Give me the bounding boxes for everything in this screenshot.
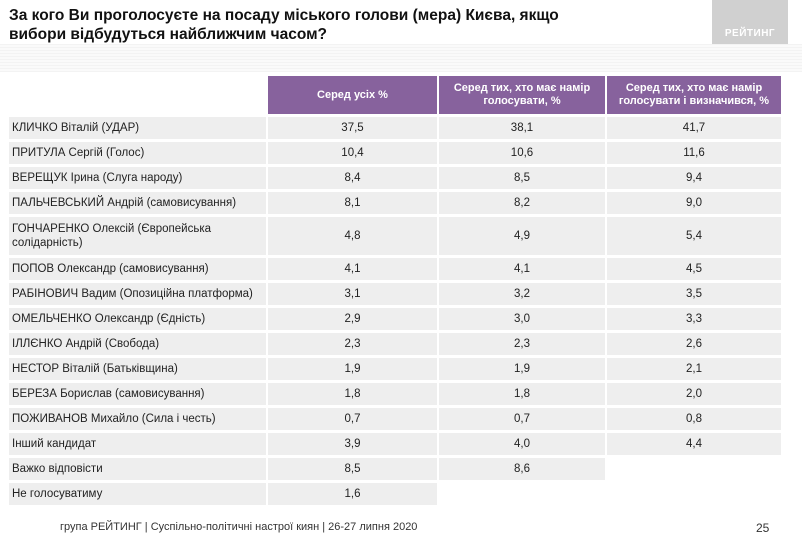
value-cell: 1,9 (266, 358, 437, 380)
candidate-name: КЛИЧКО Віталій (УДАР) (9, 117, 266, 139)
page-title: За кого Ви проголосуєте на посаду міського голови (мера) Києва, якщо вибори відбудуться найближчим часом? (9, 7, 559, 43)
value-cell: 9,4 (605, 167, 781, 189)
value-cell: 11,6 (605, 142, 781, 164)
value-cell: 1,6 (266, 483, 437, 505)
column-header: Серед тих, хто має намір голосувати і визначився, % (605, 76, 781, 114)
table-row (9, 217, 781, 255)
table-row (9, 333, 781, 355)
table-row (9, 192, 781, 214)
value-cell: 8,2 (437, 192, 605, 214)
value-cell: 8,6 (437, 458, 605, 480)
value-cell: 2,0 (605, 383, 781, 405)
value-cell: 3,3 (605, 308, 781, 330)
value-cell: 8,5 (266, 458, 437, 480)
candidate-name: ПОПОВ Олександр (самовисування) (9, 258, 266, 280)
value-cell: 41,7 (605, 117, 781, 139)
footer-text: група РЕЙТИНГ | Суспільно-політичні настрої киян | 26-27 липня 2020 (60, 521, 418, 533)
value-cell: 4,5 (605, 258, 781, 280)
value-cell: 3,0 (437, 308, 605, 330)
table-row (9, 383, 781, 405)
page-number: 25 (756, 521, 770, 535)
value-cell: 3,2 (437, 283, 605, 305)
candidate-name: ГОНЧАРЕНКО Олексій (Європейська солідарність) (9, 217, 266, 255)
table-row (9, 483, 781, 505)
value-cell: 2,3 (437, 333, 605, 355)
candidate-name: ІЛЛЄНКО Андрій (Свобода) (9, 333, 266, 355)
table-row (9, 458, 781, 480)
value-cell: 38,1 (437, 117, 605, 139)
candidate-name: РАБІНОВИЧ Вадим (Опозиційна платформа) (9, 283, 266, 305)
value-cell: 0,8 (605, 408, 781, 430)
candidate-name: ОМЕЛЬЧЕНКО Олександр (Єдність) (9, 308, 266, 330)
table-row (9, 117, 781, 139)
value-cell: 10,4 (266, 142, 437, 164)
candidate-name: НЕСТОР Віталій (Батьківщина) (9, 358, 266, 380)
value-cell: 9,0 (605, 192, 781, 214)
table-body (9, 117, 781, 505)
decorative-band (0, 44, 802, 72)
table-row (9, 308, 781, 330)
candidate-name: Не голосуватиму (9, 483, 266, 505)
value-cell: 8,5 (437, 167, 605, 189)
value-cell: 1,9 (437, 358, 605, 380)
table-row (9, 258, 781, 280)
candidate-name: Інший кандидат (9, 433, 266, 455)
candidate-name: ПРИТУЛА Сергій (Голос) (9, 142, 266, 164)
candidate-name: ПОЖИВАНОВ Михайло (Сила і честь) (9, 408, 266, 430)
value-cell: 1,8 (437, 383, 605, 405)
candidate-name: ВЕРЕЩУК Ірина (Слуга народу) (9, 167, 266, 189)
value-cell: 4,1 (437, 258, 605, 280)
value-cell: 1,8 (266, 383, 437, 405)
value-cell: 10,6 (437, 142, 605, 164)
value-cell: 2,6 (605, 333, 781, 355)
value-cell: 4,1 (266, 258, 437, 280)
value-cell: 5,4 (605, 217, 781, 255)
table-row (9, 408, 781, 430)
value-cell: 4,4 (605, 433, 781, 455)
table-row (9, 433, 781, 455)
column-header: Серед усіх % (266, 76, 437, 114)
table-row (9, 283, 781, 305)
rating-logo: РЕЙТИНГ (712, 0, 788, 44)
value-cell: 2,1 (605, 358, 781, 380)
value-cell: 0,7 (266, 408, 437, 430)
value-cell: 4,9 (437, 217, 605, 255)
value-cell: 3,1 (266, 283, 437, 305)
value-cell: 4,8 (266, 217, 437, 255)
value-cell: 3,9 (266, 433, 437, 455)
column-header: Серед тих, хто має намір голосувати, % (437, 76, 605, 114)
header-blank (9, 76, 266, 114)
value-cell: 0,7 (437, 408, 605, 430)
value-cell: 2,3 (266, 333, 437, 355)
value-cell: 37,5 (266, 117, 437, 139)
value-cell: 3,5 (605, 283, 781, 305)
table-header-row (9, 76, 781, 114)
table-row (9, 358, 781, 380)
value-cell (605, 483, 781, 505)
value-cell: 8,1 (266, 192, 437, 214)
value-cell: 4,0 (437, 433, 605, 455)
poll-table (9, 73, 781, 508)
table-row (9, 167, 781, 189)
candidate-name: БЕРЕЗА Борислав (самовисування) (9, 383, 266, 405)
value-cell: 2,9 (266, 308, 437, 330)
value-cell (605, 458, 781, 480)
value-cell: 8,4 (266, 167, 437, 189)
table-row (9, 142, 781, 164)
value-cell (437, 483, 605, 505)
candidate-name: Важко відповісти (9, 458, 266, 480)
candidate-name: ПАЛЬЧЕВСЬКИЙ Андрій (самовисування) (9, 192, 266, 214)
